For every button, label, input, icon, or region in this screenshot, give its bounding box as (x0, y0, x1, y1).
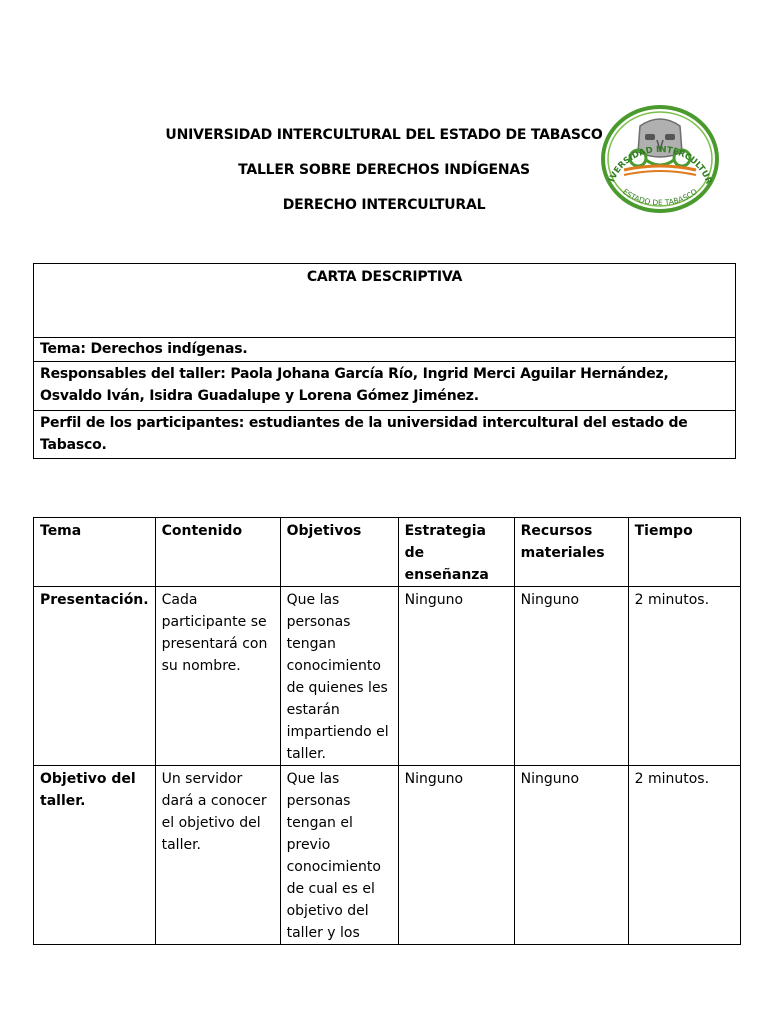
cell-tiempo: 2 minutos. (628, 766, 740, 945)
logo-text-bottom: ESTADO DE TABASCO (620, 186, 700, 208)
cell-recursos: Ninguno (514, 587, 628, 766)
table-row (34, 587, 741, 766)
carta-responsables: Responsables del taller: Paola Johana García Río, Ingrid Merci Aguilar Hernández, Osvaldo Iván, Isidra Guadalupe y Lorena Gómez Jiménez. (34, 362, 735, 411)
header-tiempo: Tiempo (628, 518, 740, 587)
carta-perfil: Perfil de los participantes: estudiantes de la universidad intercultural del estado de Tabasco. (40, 415, 688, 453)
cell-estrategia: Ninguno (398, 766, 514, 945)
carta-tema: Tema: Derechos indígenas. (34, 338, 735, 362)
carta-descriptiva-box (33, 263, 736, 459)
logo-text-top: IVERSIDAD INTERCULTUR (607, 144, 714, 186)
cell-estrategia: Ninguno (398, 587, 514, 766)
table-header-row (34, 518, 741, 587)
activity-table (33, 517, 741, 945)
university-logo (600, 104, 720, 214)
header-tema: Tema (34, 518, 156, 587)
cell-contenido: Cada participante se presentará con su nombre. (155, 587, 280, 766)
table-row (34, 766, 741, 945)
cell-tema: Presentación. (34, 587, 156, 766)
cell-contenido: Un servidor dará a conocer el objetivo del taller. (155, 766, 280, 945)
header-estrategia: Estrategia de enseñanza (398, 518, 514, 587)
header-recursos: Recursos materiales (514, 518, 628, 587)
header-objetivos: Objetivos (280, 518, 398, 587)
university-title: UNIVERSIDAD INTERCULTURAL DEL ESTADO DE TABASCO (165, 127, 603, 143)
cell-tiempo: 2 minutos. (628, 587, 740, 766)
header-contenido: Contenido (155, 518, 280, 587)
cell-objetivos: Que las personas tengan el previo conocimiento de cual es el objetivo del taller y los (280, 766, 398, 945)
workshop-title: TALLER SOBRE DERECHOS INDÍGENAS (238, 162, 530, 178)
subject-title: DERECHO INTERCULTURAL (282, 197, 486, 213)
cell-recursos: Ninguno (514, 766, 628, 945)
university-logo-icon (600, 104, 720, 214)
cell-tema: Objetivo del taller. (34, 766, 156, 945)
cell-objetivos: Que las personas tengan conocimiento de quienes les estarán impartiendo el taller. (280, 587, 398, 766)
carta-title: CARTA DESCRIPTIVA (34, 264, 735, 338)
